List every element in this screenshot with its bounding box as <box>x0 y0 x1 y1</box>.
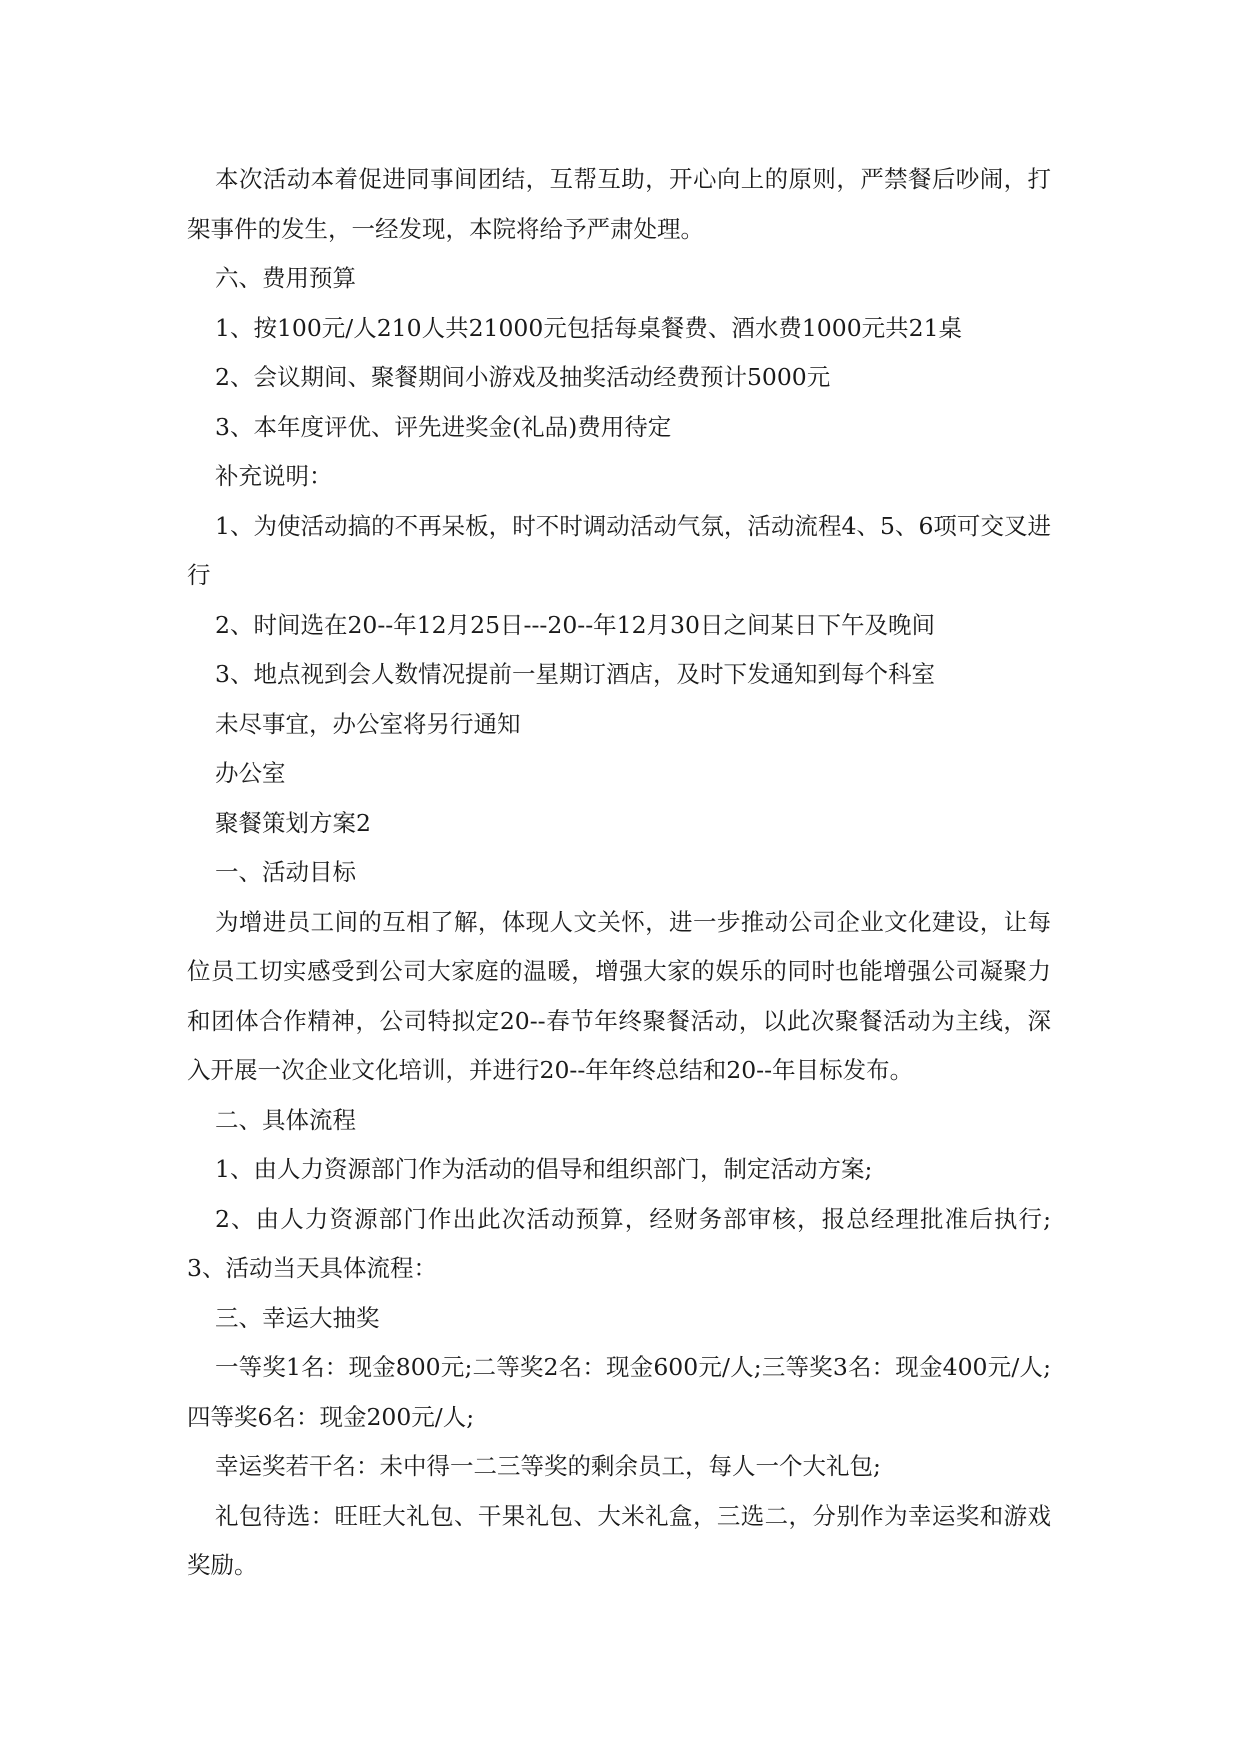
section-heading: 一、活动目标 <box>215 858 356 886</box>
list-item: 2、由人力资源部门作出此次活动预算，经财务部审核，报总经理批准后执行;3、活动当天具体流程： <box>187 1204 1051 1282</box>
paragraph: 幸运奖若干名：未中得一二三等奖的剩余员工，每人一个大礼包; <box>215 1452 881 1480</box>
list-item: 1、为使活动搞的不再呆板，时不时调动活动气氛，活动流程4、5、6项可交叉进行 <box>187 511 1051 589</box>
document-body <box>187 155 1051 1591</box>
list-item: 1、由人力资源部门作为活动的倡导和组织部门，制定活动方案; <box>215 1155 873 1183</box>
list-item: 2、时间选在20--年12月25日---20--年12月30日之间某日下午及晚间 <box>215 610 935 639</box>
paragraph: 为增进员工间的互相了解，体现人文关怀，进一步推动公司企业文化建设，让每位员工切实感受到公司大家庭的温暖，增强大家的娱乐的同时也能增强公司凝聚力和团体合作精神，公司特拟定20--春节年终聚餐活动，以此次聚餐活动为主线，深入开展一次企业文化培训，并进行20--年年终总结和20--年目标发布。 <box>187 907 1051 1084</box>
list-item: 2、会议期间、聚餐期间小游戏及抽奖活动经费预计5000元 <box>215 363 831 391</box>
section-heading: 二、具体流程 <box>215 1105 356 1134</box>
section-heading: 补充说明： <box>215 462 333 490</box>
signature: 办公室 <box>215 759 286 787</box>
list-item: 1、按100元/人210人共21000元包括每桌餐费、酒水费1000元共21桌 <box>215 313 963 342</box>
paragraph: 一等奖1名：现金800元;二等奖2名：现金600元/人;三等奖3名：现金400元/人;四等奖6名：现金200元/人; <box>187 1353 1051 1431</box>
list-item: 3、本年度评优、评先进奖金(礼品)费用待定 <box>215 412 672 441</box>
document-title: 聚餐策划方案2 <box>215 808 371 837</box>
section-heading: 三、幸运大抽奖 <box>215 1303 380 1332</box>
section-heading: 六、费用预算 <box>215 264 356 292</box>
list-item: 3、地点视到会人数情况提前一星期订酒店，及时下发通知到每个科室 <box>215 660 935 688</box>
paragraph: 礼包待选：旺旺大礼包、干果礼包、大米礼盒，三选二，分别作为幸运奖和游戏奖励。 <box>187 1501 1051 1579</box>
paragraph: 未尽事宜，办公室将另行通知 <box>215 709 521 738</box>
paragraph: 本次活动本着促进同事间团结，互帮互助，开心向上的原则，严禁餐后吵闹，打架事件的发生，一经发现，本院将给予严肃处理。 <box>187 165 1051 243</box>
